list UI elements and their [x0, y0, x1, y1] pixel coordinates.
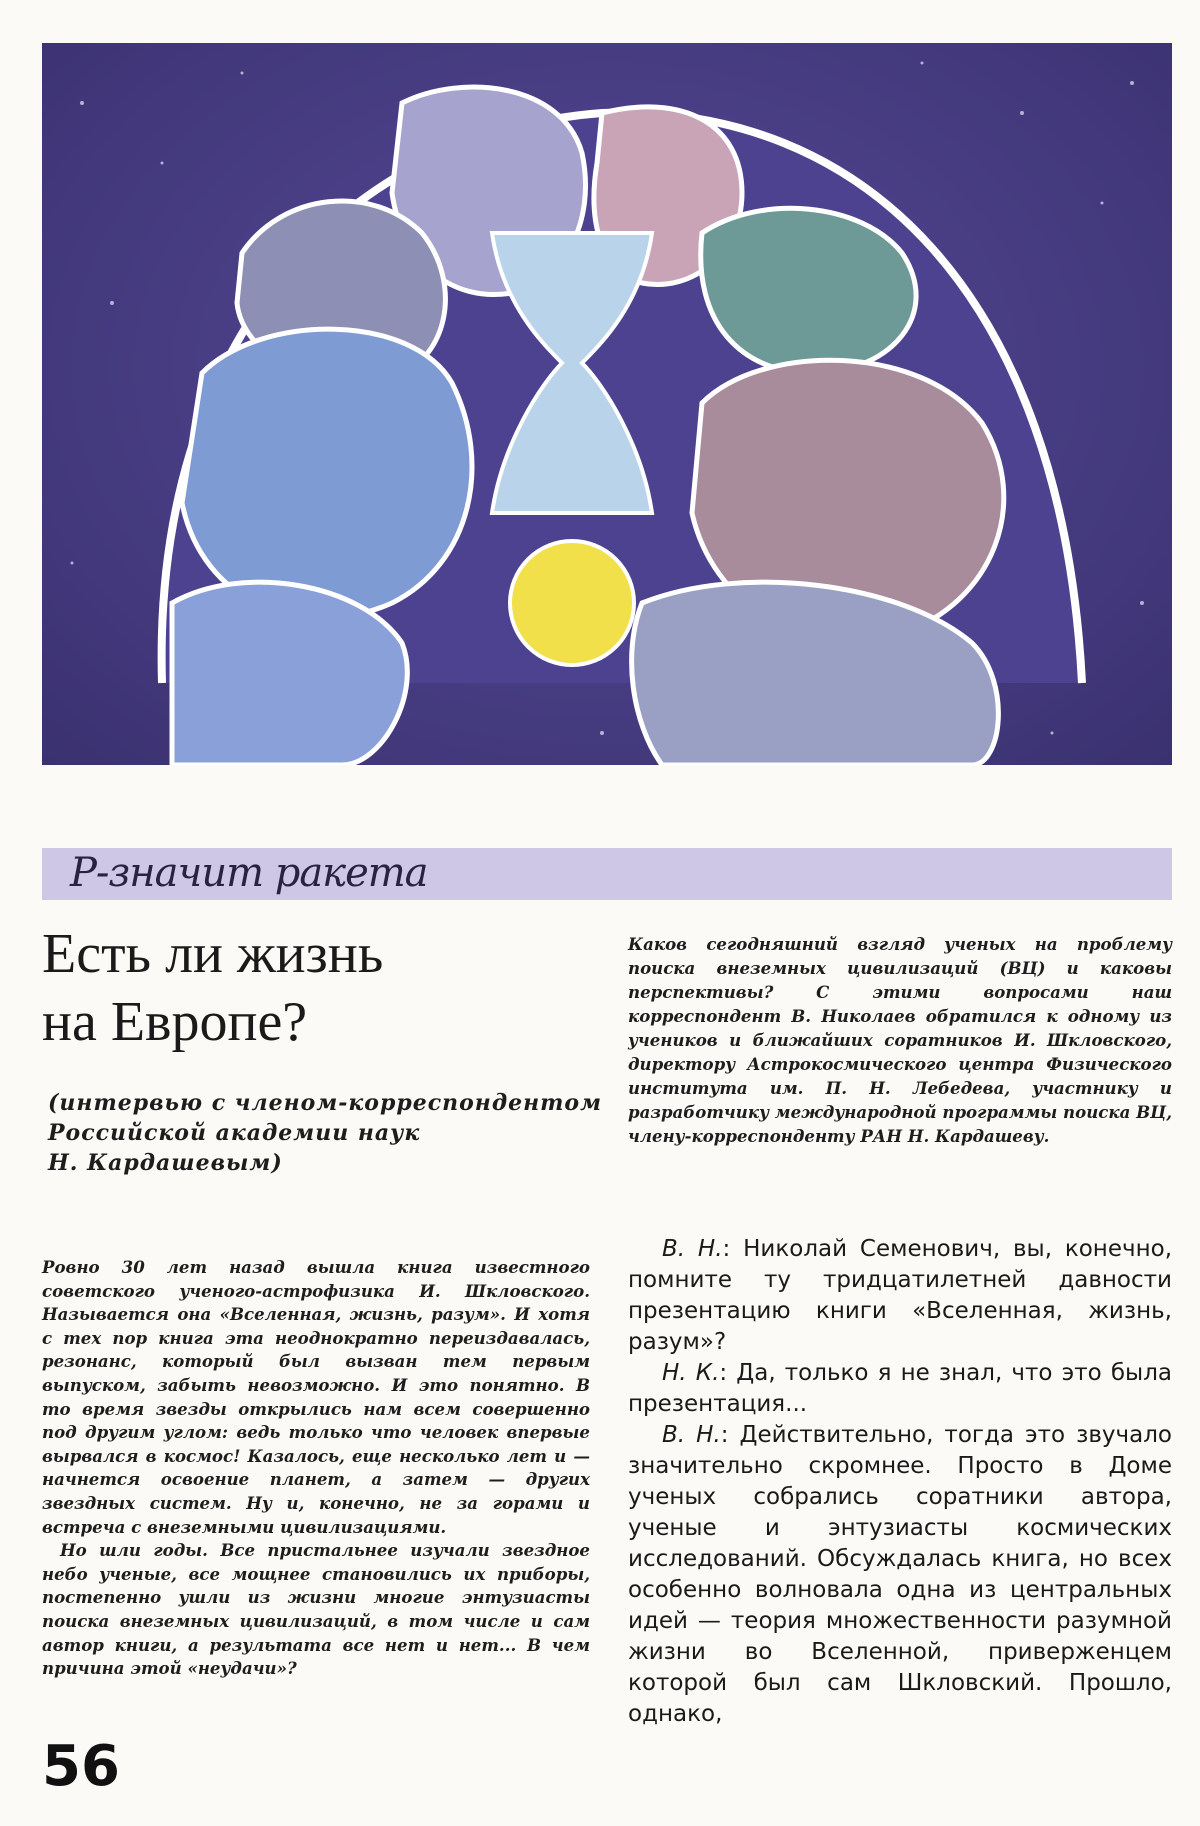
intro-column [42, 1256, 590, 1681]
rubric-band [42, 848, 1172, 900]
sun [510, 541, 634, 665]
interview-paragraph [628, 1234, 1172, 1358]
rubric-title: Р-значит ракета [70, 850, 428, 896]
interview-text: : Да, только я не знал, что это была презентация... [628, 1360, 1172, 1417]
interview-column [628, 1234, 1172, 1730]
interview-paragraph [628, 1420, 1172, 1730]
intro-paragraph-1: Ровно 30 лет назад вышла книга известного советского ученого-астрофизика И. Шкловского. Называется она «Вселенная, жизнь, разум». И хотя с тех пор книга эта неоднократно переиздавалась, резонанс, который был вызван тем первым выпуском, забыть невозможно. И это понятно. В то время звезды открылись нам всем совершенно под другим углом: ведь только что человек впервые вырвался в космос! Казалось, еще несколько лет и — начнется освоение планет, а затем — других звездных систем. Ну и, конечно, не за горами и встреча с внеземными цивилизациями. [42, 1257, 590, 1537]
cover-illustration [42, 43, 1172, 765]
title-line-2: на Европе? [42, 991, 308, 1053]
interview-text: : Действительно, тогда это звучало значительно скромнее. Просто в Доме ученых собрались соратники автора, ученые и энтузиасты космических исследований. Обсуждалась книга, но всех особенно волновала одна из центральных идей — теория множественности разумной жизни во Вселенной, приверженцем которой был сам Шкловский. Прошло, однако, [628, 1422, 1173, 1727]
page-number: 56 [42, 1734, 120, 1799]
subtitle-line-3: Н. Кардашевым) [48, 1150, 283, 1176]
speaker-label: Н. К. [662, 1360, 720, 1386]
interview-text: : Николай Семенович, вы, конечно, помните ту тридцатилетней давности презентацию книги «Вселенная, жизнь, разум»? [628, 1236, 1172, 1355]
intro-paragraph-2: Но шли годы. Все пристальнее изучали звездное небо ученые, все мощнее становились их приборы, постепенно ушли из жизни многие энтузиасты поиска внеземных цивилизаций, в том числе и сам автор книги, а результата все нет и нет... В чем причина этой «неудачи»? [42, 1540, 590, 1679]
lead-paragraph: Каков сегодняшний взгляд ученых на проблему поиска внеземных цивилизаций (ВЦ) и каковы перспективы? С этими вопросами наш корреспондент В. Николаев обратился к одному из учеников и ближайших соратников И. Шкловского, директору Астрокосмического центра Физического института им. П. Н. Лебедева, участнику и разработчику международной программы поиска ВЦ, члену-корреспонденту РАН Н. Кардашеву. [628, 934, 1172, 1146]
article-title [42, 920, 602, 1056]
subtitle-line-2: Российской академии наук [48, 1120, 421, 1146]
speaker-label: В. Н. [662, 1236, 723, 1262]
article-subtitle [48, 1088, 608, 1178]
title-line-1: Есть ли жизнь [42, 923, 384, 985]
interview-paragraph [628, 1358, 1172, 1420]
space-faces-illustration [42, 43, 1172, 765]
subtitle-line-1: (интервью с членом-корреспондентом [48, 1090, 603, 1116]
speaker-label: В. Н. [662, 1422, 721, 1448]
